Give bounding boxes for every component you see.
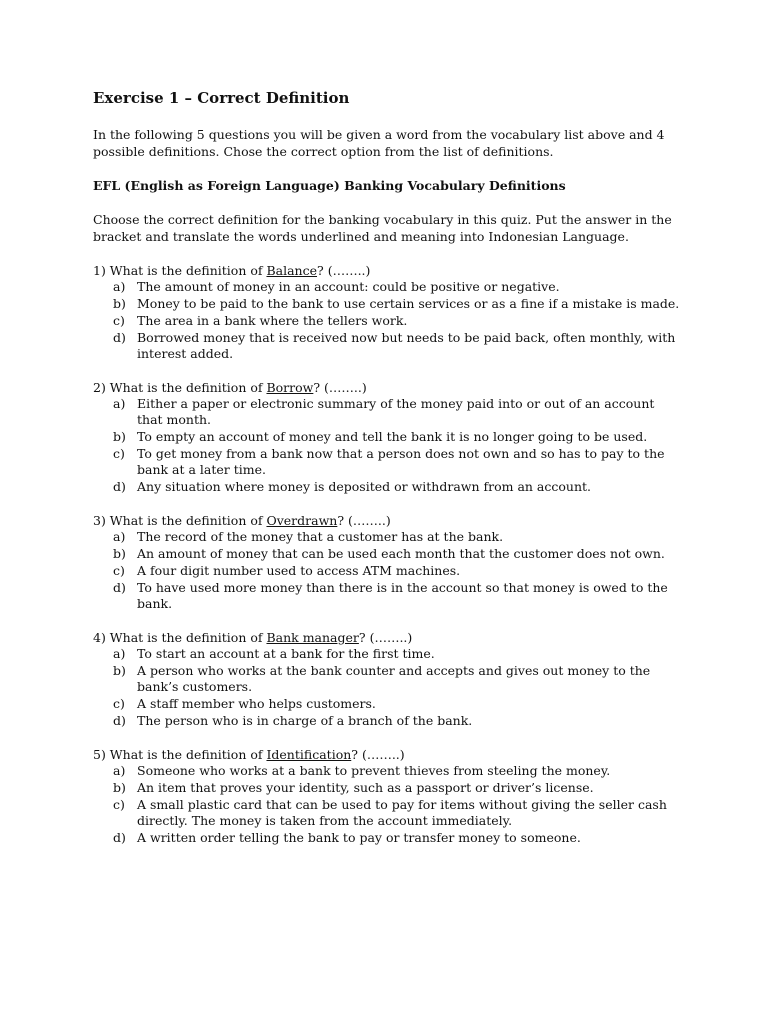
document-page — [93, 88, 683, 863]
answer-option — [93, 663, 683, 695]
answer-bracket: ? (……..) — [317, 263, 371, 278]
option-text: A person who works at the bank counter and accepts and gives out money to the bank’s customers. — [137, 663, 651, 694]
option-letter: c) — [113, 797, 125, 812]
answer-option — [93, 313, 683, 329]
option-letter: b) — [113, 296, 126, 311]
question-list — [93, 262, 683, 846]
option-letter: c) — [113, 446, 125, 461]
option-text: Any situation where money is deposited or withdrawn from an account. — [137, 479, 592, 494]
answer-option — [93, 446, 683, 478]
option-letter: a) — [113, 279, 126, 294]
option-text: Someone who works at a bank to prevent thieves from steeling the money. — [137, 763, 611, 778]
option-text: To get money from a bank now that a person does not own and so has to pay to the bank at a later time. — [137, 446, 665, 477]
option-letter: a) — [113, 529, 126, 544]
option-letter: a) — [113, 646, 126, 661]
question-prefix: 4) What is the definition of — [93, 630, 267, 645]
option-letter: d) — [113, 580, 126, 595]
question-prompt — [93, 262, 683, 279]
answer-option — [93, 763, 683, 779]
question-prefix: 1) What is the definition of — [93, 263, 267, 278]
vocabulary-word: Bank manager — [266, 630, 359, 645]
exercise-title: Exercise 1 – Correct Definition — [93, 89, 350, 107]
question-4 — [93, 629, 683, 729]
question-3 — [93, 512, 683, 612]
question-1 — [93, 262, 683, 362]
question-prompt — [93, 512, 683, 529]
option-text: Either a paper or electronic summary of the money paid into or out of an account that month. — [137, 396, 655, 427]
option-letter: b) — [113, 546, 126, 561]
option-text: To start an account at a bank for the first time. — [137, 646, 435, 661]
answer-option — [93, 713, 683, 729]
option-text: Money to be paid to the bank to use certain services or as a fine if a mistake is made. — [137, 296, 680, 311]
option-text: An item that proves your identity, such as a passport or driver’s license. — [137, 780, 594, 795]
option-text: A small plastic card that can be used to pay for items without giving the seller cash directly. The money is taken from the account immediately. — [137, 797, 667, 828]
quiz-instructions: Choose the correct definition for the banking vocabulary in this quiz. Put the answer in the bracket and translate the words underlined and meaning into Indonesian Language. — [93, 212, 672, 244]
option-letter: d) — [113, 330, 126, 345]
answer-bracket: ? (……..) — [337, 513, 391, 528]
answer-option — [93, 529, 683, 545]
question-prefix: 5) What is the definition of — [93, 747, 267, 762]
answer-option — [93, 696, 683, 712]
question-5 — [93, 746, 683, 846]
option-letter: d) — [113, 830, 126, 845]
option-text: To have used more money than there is in the account so that money is owed to the bank. — [137, 580, 668, 611]
vocabulary-word: Borrow — [266, 380, 314, 395]
answer-option — [93, 546, 683, 562]
answer-option — [93, 797, 683, 829]
option-letter: c) — [113, 696, 125, 711]
option-text: The record of the money that a customer has at the bank. — [137, 529, 504, 544]
option-letter: c) — [113, 313, 125, 328]
answer-bracket: ? (……..) — [351, 747, 405, 762]
question-prompt — [93, 379, 683, 396]
option-text: The person who is in charge of a branch of the bank. — [137, 713, 473, 728]
option-text: Borrowed money that is received now but needs to be paid back, often monthly, with interest added. — [137, 330, 676, 361]
exercise-intro: In the following 5 questions you will be given a word from the vocabulary list above and 4 possible definitions. Chose the correct option from the list of definitions. — [93, 127, 665, 159]
answer-option — [93, 396, 683, 428]
option-letter: a) — [113, 763, 126, 778]
answer-option — [93, 780, 683, 796]
answer-option — [93, 279, 683, 295]
option-text: The amount of money in an account: could be positive or negative. — [137, 279, 560, 294]
answer-option — [93, 646, 683, 662]
option-letter: d) — [113, 713, 126, 728]
answer-option — [93, 429, 683, 445]
question-2 — [93, 379, 683, 495]
option-letter: a) — [113, 396, 126, 411]
answer-option — [93, 296, 683, 312]
option-letter: c) — [113, 563, 125, 578]
question-prompt — [93, 746, 683, 763]
answer-option — [93, 563, 683, 579]
question-prefix: 3) What is the definition of — [93, 513, 267, 528]
vocabulary-word: Balance — [266, 263, 318, 278]
answer-option — [93, 830, 683, 846]
option-letter: d) — [113, 479, 126, 494]
option-text: The area in a bank where the tellers work. — [137, 313, 408, 328]
answer-bracket: ? (……..) — [313, 380, 367, 395]
vocabulary-word: Overdrawn — [266, 513, 338, 528]
section-subtitle: EFL (English as Foreign Language) Banking Vocabulary Definitions — [93, 178, 566, 193]
option-letter: b) — [113, 429, 126, 444]
option-letter: b) — [113, 780, 126, 795]
answer-option — [93, 330, 683, 362]
option-text: An amount of money that can be used each month that the customer does not own. — [137, 546, 665, 561]
option-letter: b) — [113, 663, 126, 678]
option-text: A four digit number used to access ATM machines. — [137, 563, 461, 578]
option-text: To empty an account of money and tell the bank it is no longer going to be used. — [137, 429, 648, 444]
option-text: A staff member who helps customers. — [137, 696, 376, 711]
vocabulary-word: Identification — [266, 747, 352, 762]
answer-bracket: ? (……..) — [358, 630, 413, 645]
question-prefix: 2) What is the definition of — [93, 380, 267, 395]
answer-option — [93, 479, 683, 495]
option-text: A written order telling the bank to pay or transfer money to someone. — [137, 830, 581, 845]
answer-option — [93, 580, 683, 612]
question-prompt — [93, 629, 683, 646]
